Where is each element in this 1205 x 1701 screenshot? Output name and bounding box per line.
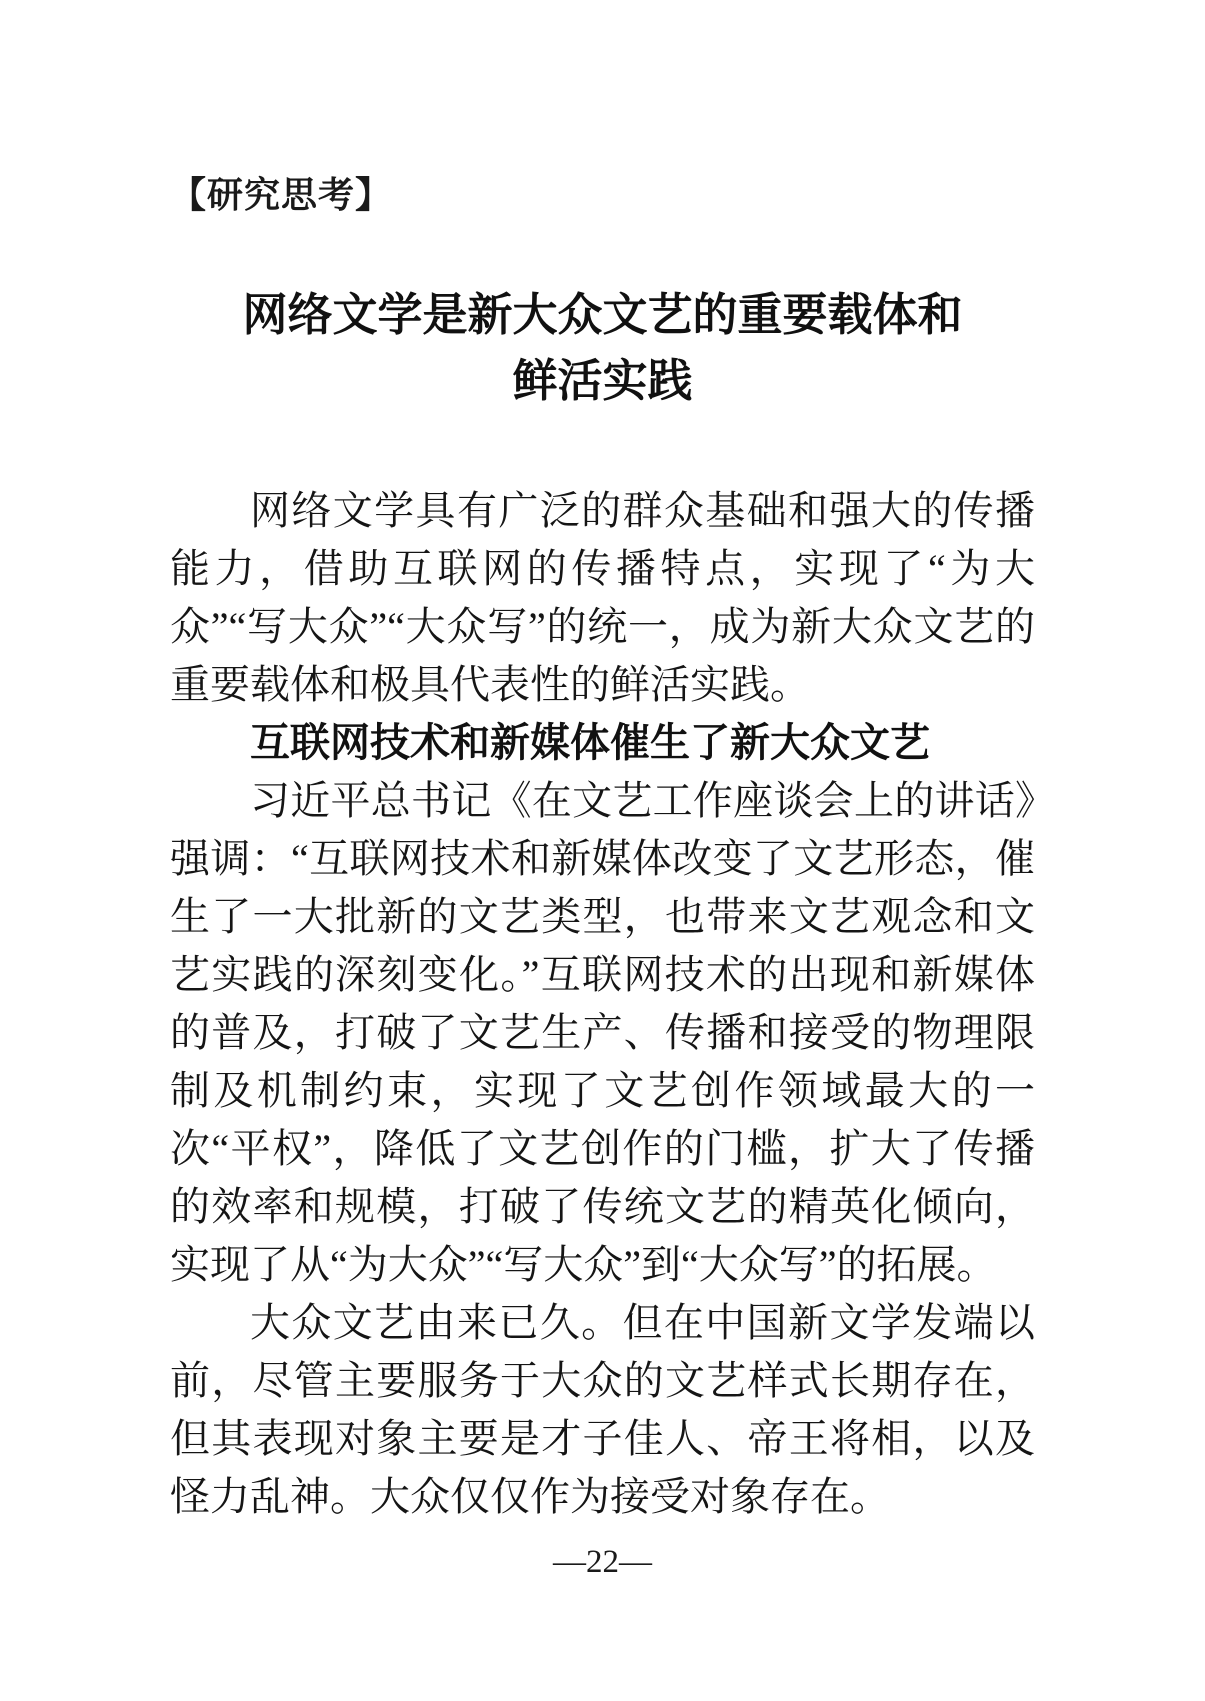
title-line-2: 鲜活实践: [512, 356, 693, 406]
paragraph: 大众文艺由来已久。但在中国新文学发端以前，尽管主要服务于大众的文艺样式长期存在，但其表现对象主要是才子佳人、帝王将相，以及怪力乱神。大众仅仅作为接受对象存在。: [170, 1300, 1035, 1519]
article-body: [170, 482, 1035, 1526]
paragraph: 网络文学具有广泛的群众基础和强大的传播能力，借助互联网的传播特点，实现了“为大众”“写大众”“大众写”的统一，成为新大众文艺的重要载体和极具代表性的鲜活实践。: [170, 488, 1035, 707]
section-label: 【研究思考】: [170, 174, 393, 215]
page-number: —22—: [553, 1544, 652, 1580]
section-subheading: 互联网技术和新媒体催生了新大众文艺: [250, 721, 930, 765]
paragraph: 习近平总书记《在文艺工作座谈会上的讲话》强调：“互联网技术和新媒体改变了文艺形态，催生了一大批新的文艺类型，也带来文艺观念和文艺实践的深刻变化。”互联网技术的出现和新媒体的普及，打破了文艺生产、传播和接受的物理限制及机制约束，实现了文艺创作领域最大的一次“平权”，降低了文艺创作的门槛，扩大了传播的效率和规模，打破了传统文艺的精英化倾向，实现了从“为大众”“写大众”到“大众写”的拓展。: [170, 778, 1035, 1287]
page-footer: [0, 1541, 1205, 1583]
title-line-1: 网络文学是新大众文艺的重要载体和: [242, 290, 963, 340]
document-title: [170, 282, 1035, 414]
